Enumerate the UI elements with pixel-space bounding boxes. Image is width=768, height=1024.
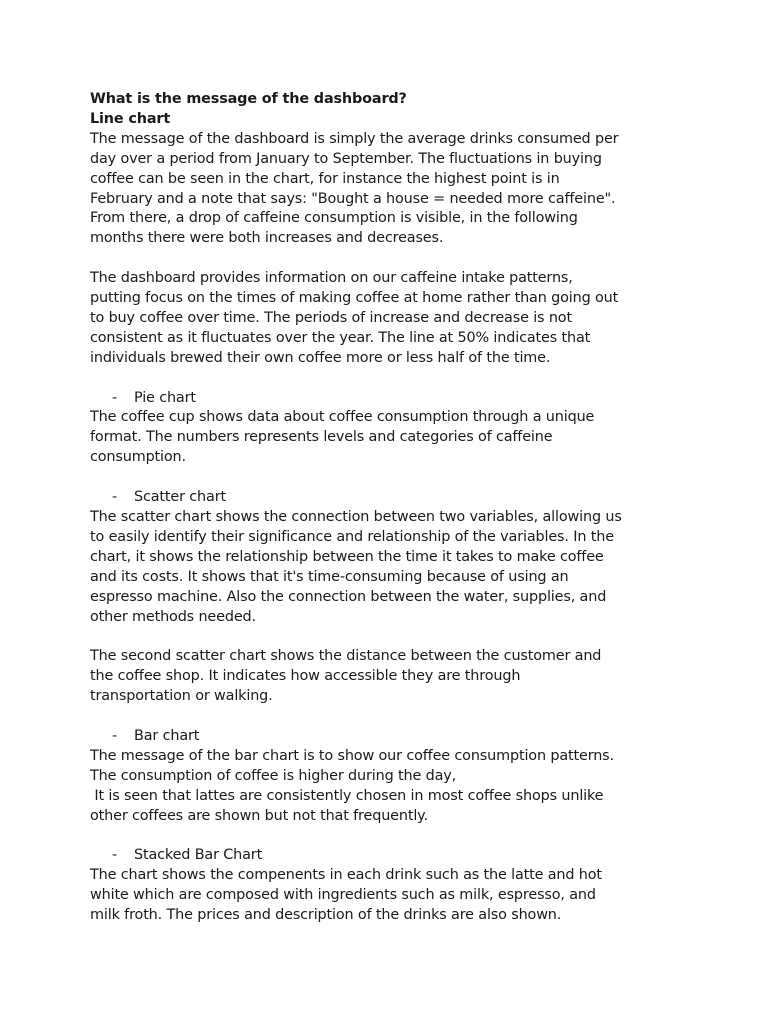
document-page: [90, 90, 690, 926]
text-line: It is seen that lattes are consistently chosen in most coffee shops unlike: [90, 787, 604, 804]
blank-line: [90, 707, 690, 727]
stacked-bar-chart-heading: [90, 846, 690, 866]
bullet-dash: -: [112, 727, 118, 744]
text-line: day over a period from January to September. The fluctuations in buying: [90, 150, 602, 167]
text-line: The consumption of coffee is higher during the day,: [90, 767, 457, 784]
text-line: From there, a drop of caffeine consumption is visible, in the following: [90, 210, 578, 227]
bar-chart-heading: [90, 727, 690, 747]
pie-chart-paragraph: [90, 408, 690, 468]
text-line: milk froth. The prices and description of the drinks are also shown.: [90, 907, 562, 924]
text-line: The second scatter chart shows the distance between the customer and: [90, 648, 602, 665]
bullet-dash: -: [112, 847, 118, 864]
line-chart-paragraph-2: [90, 269, 690, 369]
text-line: The message of the bar chart is to show our coffee consumption patterns.: [90, 747, 614, 764]
scatter-chart-heading: [90, 488, 690, 508]
text-line: format. The numbers represents levels and categories of caffeine: [90, 429, 553, 446]
text-line: espresso machine. Also the connection between the water, supplies, and: [90, 588, 607, 605]
text-line: The message of the dashboard is simply the average drinks consumed per: [90, 130, 619, 147]
text-line: other coffees are shown but not that frequently.: [90, 807, 428, 824]
bullet-dash: -: [112, 389, 118, 406]
text-line: February and a note that says: "Bought a house = needed more caffeine".: [90, 190, 616, 207]
line-chart-paragraph-1: [90, 130, 690, 249]
text-line: the coffee shop. It indicates how accessible they are through: [90, 668, 521, 685]
blank-line: [90, 249, 690, 269]
text-line: putting focus on the times of making coffee at home rather than going out: [90, 290, 619, 307]
stacked-bar-chart-paragraph: [90, 866, 690, 926]
text-line: The coffee cup shows data about coffee consumption through a unique: [90, 409, 595, 426]
text-line: The dashboard provides information on our caffeine intake patterns,: [90, 270, 573, 287]
question-heading: What is the message of the dashboard?: [90, 91, 407, 107]
text-line: consumption.: [90, 449, 186, 466]
text-line: and its costs. It shows that it's time-consuming because of using an: [90, 568, 569, 585]
blank-line: [90, 369, 690, 389]
text-line: white which are composed with ingredients such as milk, espresso, and: [90, 887, 596, 904]
pie-chart-label: Pie chart: [134, 389, 196, 406]
text-line: months there were both increases and decreases.: [90, 230, 444, 247]
pie-chart-heading: [90, 389, 690, 409]
text-line: to buy coffee over time. The periods of increase and decrease is not: [90, 309, 572, 326]
text-line: The chart shows the compenents in each drink such as the latte and hot: [90, 867, 602, 884]
scatter-chart-paragraph-1: [90, 508, 690, 627]
blank-line: [90, 627, 690, 647]
stacked-bar-chart-label: Stacked Bar Chart: [134, 847, 263, 864]
text-line: coffee can be seen in the chart, for instance the highest point is in: [90, 170, 560, 187]
bar-chart-paragraph: [90, 747, 690, 827]
text-line: consistent as it fluctuates over the year. The line at 50% indicates that: [90, 329, 591, 346]
text-line: individuals brewed their own coffee more or less half of the time.: [90, 349, 551, 366]
text-line: to easily identify their significance and relationship of the variables. In the: [90, 528, 614, 545]
blank-line: [90, 826, 690, 846]
text-line: The scatter chart shows the connection between two variables, allowing us: [90, 508, 622, 525]
scatter-chart-label: Scatter chart: [134, 489, 226, 506]
text-line: transportation or walking.: [90, 688, 273, 705]
blank-line: [90, 468, 690, 488]
line-chart-heading: Line chart: [90, 110, 171, 127]
bar-chart-label: Bar chart: [134, 727, 200, 744]
text-line: other methods needed.: [90, 608, 256, 625]
text-line: chart, it shows the relationship between the time it takes to make coffee: [90, 548, 604, 565]
bullet-dash: -: [112, 489, 118, 506]
scatter-chart-paragraph-2: [90, 647, 690, 707]
